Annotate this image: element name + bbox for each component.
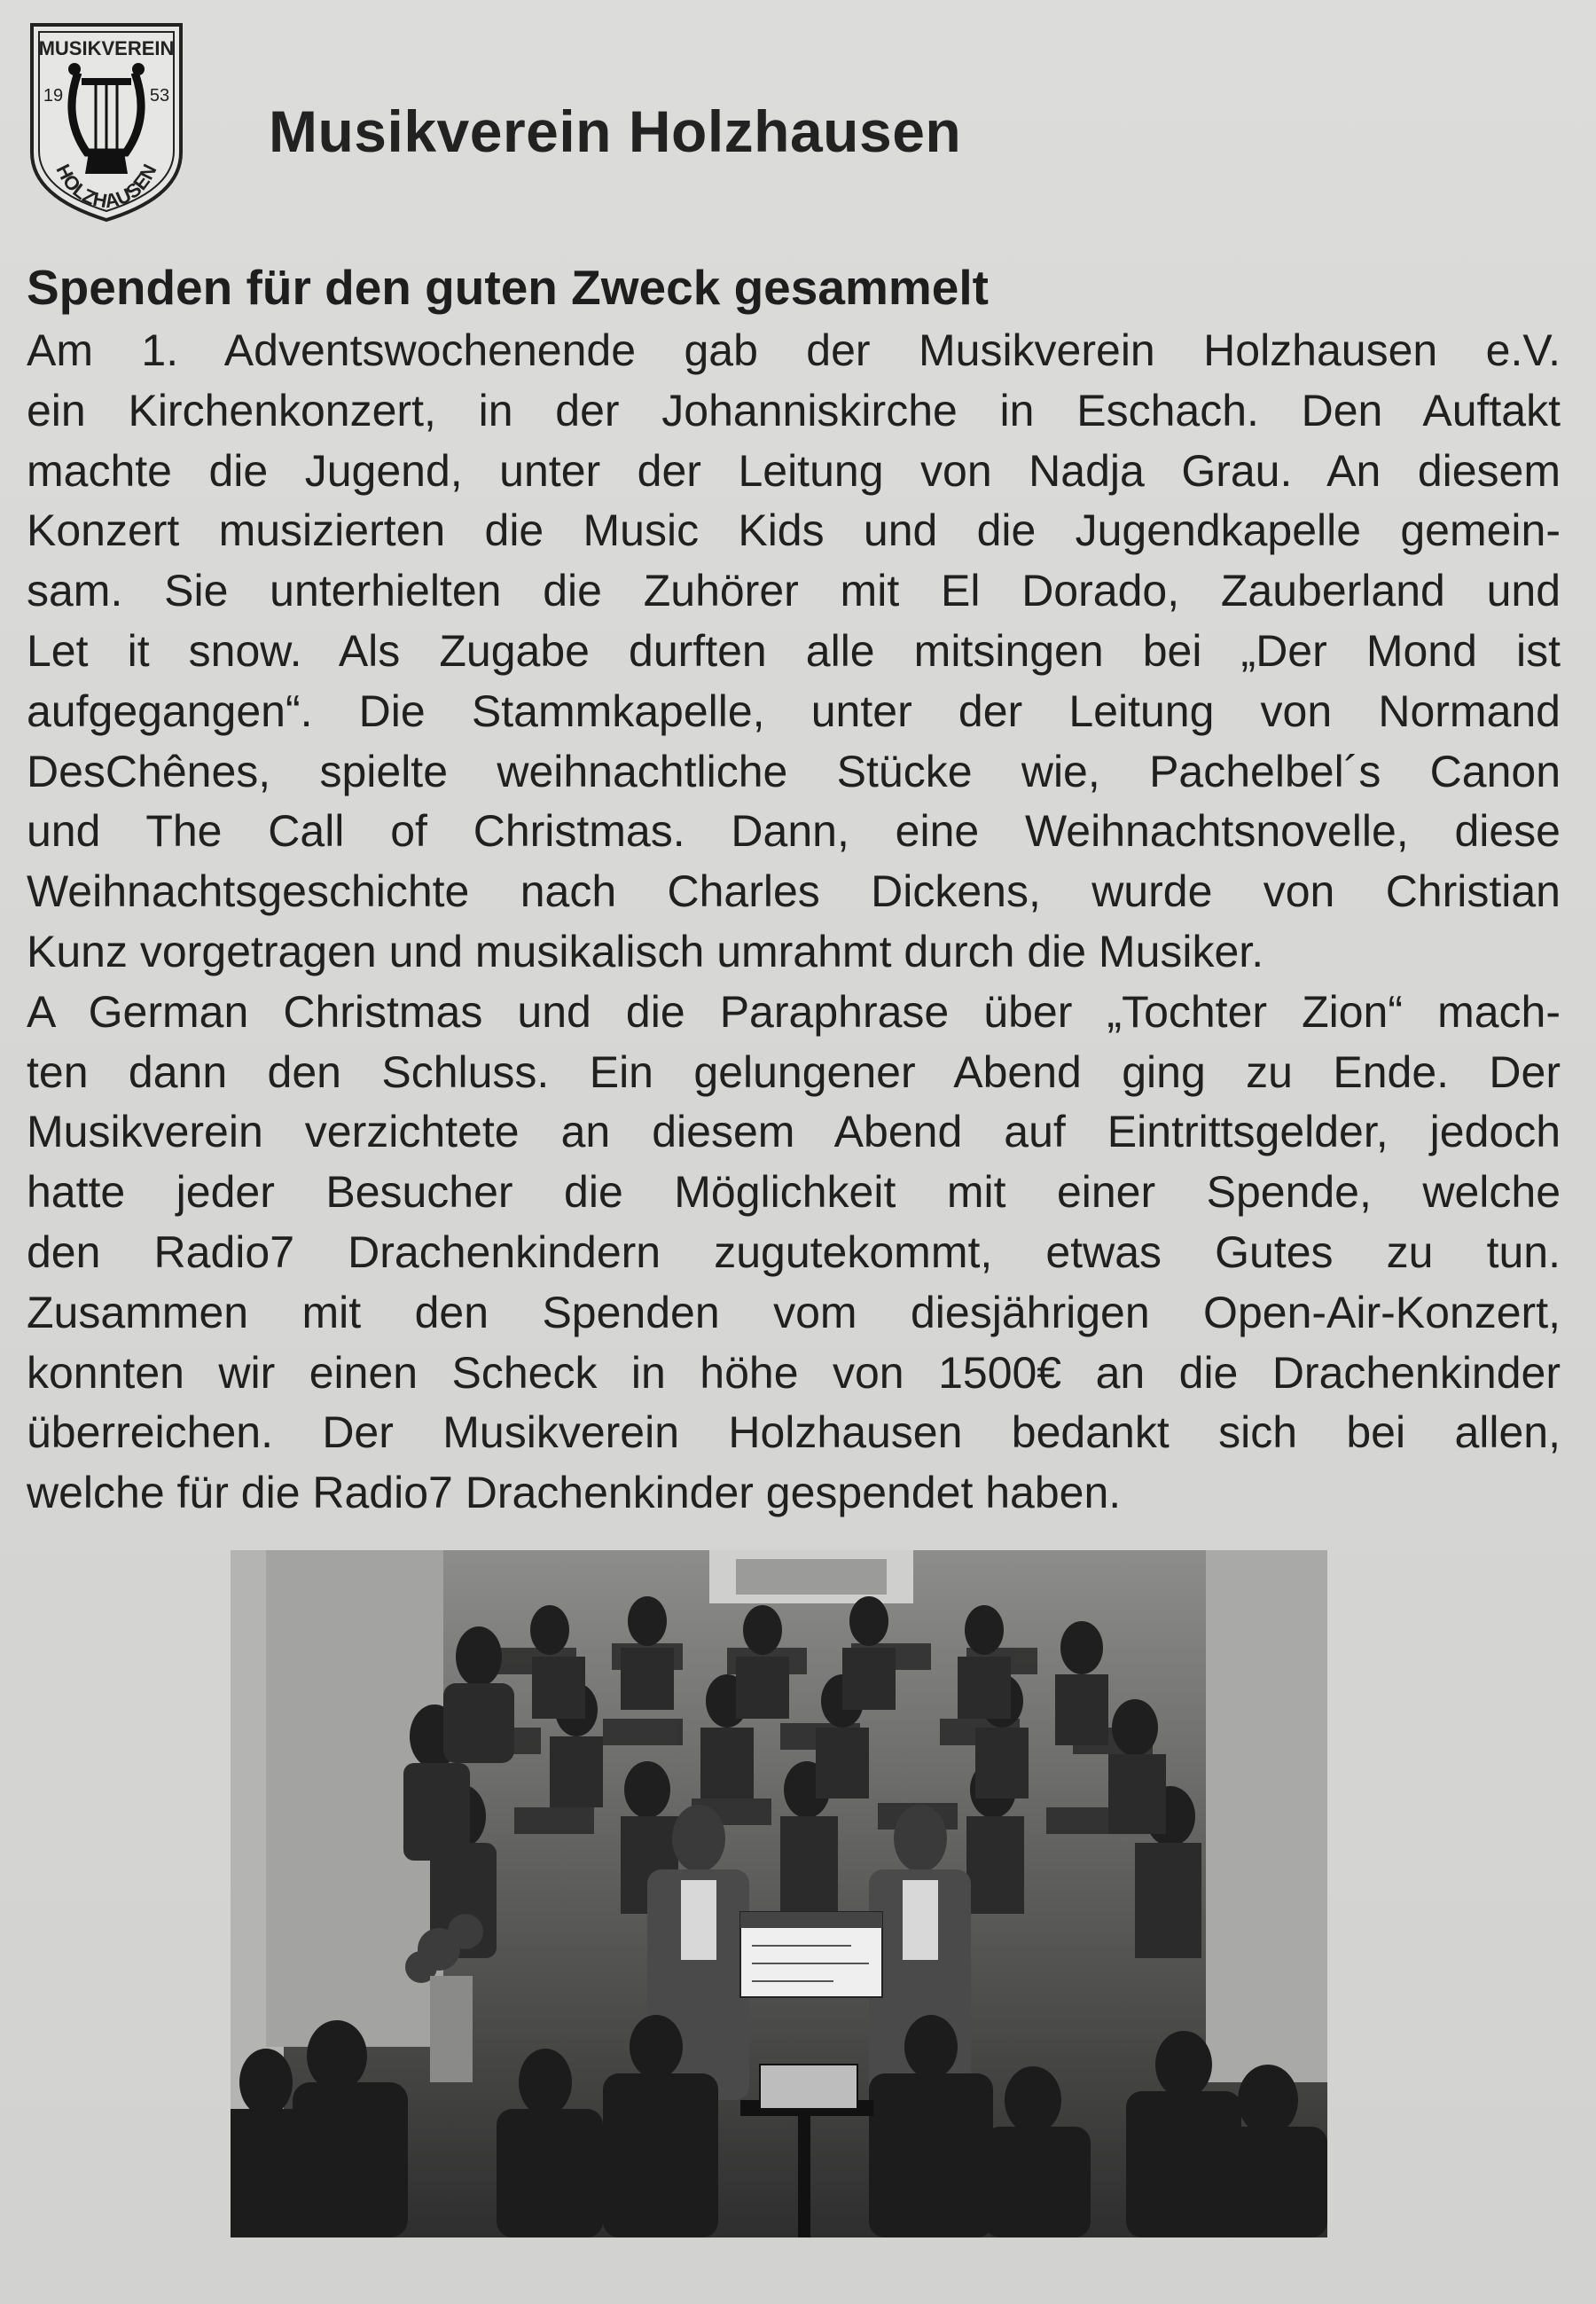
article-line: Let it snow. Als Zugabe durften alle mitsingen bei „Der Mond ist	[27, 625, 1561, 676]
article-line: Musikverein verzichtete an diesem Abend auf Eintrittsgelder, jedoch	[27, 1107, 1561, 1157]
article-line: Kunz vorgetragen und musikalisch umrahmt durch die Musiker.	[27, 926, 1264, 976]
group-photo	[231, 1550, 1327, 2237]
article-line: sam. Sie unterhielten die Zuhörer mit El Dorado, Zauberland und	[27, 566, 1561, 616]
article-body	[27, 321, 1561, 1524]
article-line: welche für die Radio7 Drachenkinder gespendet haben.	[27, 1468, 1122, 1518]
article-line: konnten wir einen Scheck in höhe von 1500€ an die Drachenkinder	[27, 1347, 1561, 1398]
article-line: Weihnachtsgeschichte nach Charles Dickens, wurde von Christian	[27, 866, 1561, 917]
article-heading: Spenden für den guten Zweck gesammelt	[27, 260, 989, 315]
article-line: Zusammen mit den Spenden vom diesjährigen Open-Air-Konzert,	[27, 1287, 1561, 1337]
group-photo-image	[231, 1550, 1327, 2237]
logo-year-right: 53	[149, 86, 170, 106]
article-line: Am 1. Adventswochenende gab der Musikverein Holzhausen e.V.	[27, 325, 1561, 375]
article-line: ein Kirchenkonzert, in der Johanniskirche in Eschach. Den Auftakt	[27, 385, 1561, 435]
article-line: überreichen. Der Musikverein Holzhausen bedankt sich bei allen,	[27, 1407, 1561, 1458]
article-line: aufgegangen“. Die Stammkapelle, unter der Leitung von Normand	[27, 686, 1561, 736]
article-line: und The Call of Christmas. Dann, eine Weihnachtsnovelle, diese	[27, 806, 1561, 857]
logo-bottom-text: HOLZHAUSEN	[51, 161, 161, 213]
article-line: den Radio7 Drachenkindern zugutekommt, etwas Gutes zu tun.	[27, 1226, 1561, 1277]
article-line: ten dann den Schluss. Ein gelungener Abend ging zu Ende. Der	[27, 1046, 1561, 1097]
article-line: machte die Jugend, unter der Leitung von Nadja Grau. An diesem	[27, 445, 1561, 496]
logo-top-text: MUSIKVEREIN	[38, 37, 175, 59]
org-title: Musikverein Holzhausen	[269, 98, 962, 164]
article-line: hatte jeder Besucher die Möglichkeit mit einer Spende, welche	[27, 1167, 1561, 1218]
musikverein-logo	[27, 20, 186, 225]
article-line: A German Christmas und die Paraphrase über „Tochter Zion“ mach-	[27, 986, 1561, 1037]
lyre-icon	[27, 20, 186, 225]
logo-year-left: 19	[43, 86, 64, 106]
article-line: Konzert musizierten die Music Kids und die Jugendkapelle gemein-	[27, 505, 1561, 556]
article-line: DesChênes, spielte weihnachtliche Stücke wie, Pachelbel´s Canon	[27, 746, 1561, 796]
